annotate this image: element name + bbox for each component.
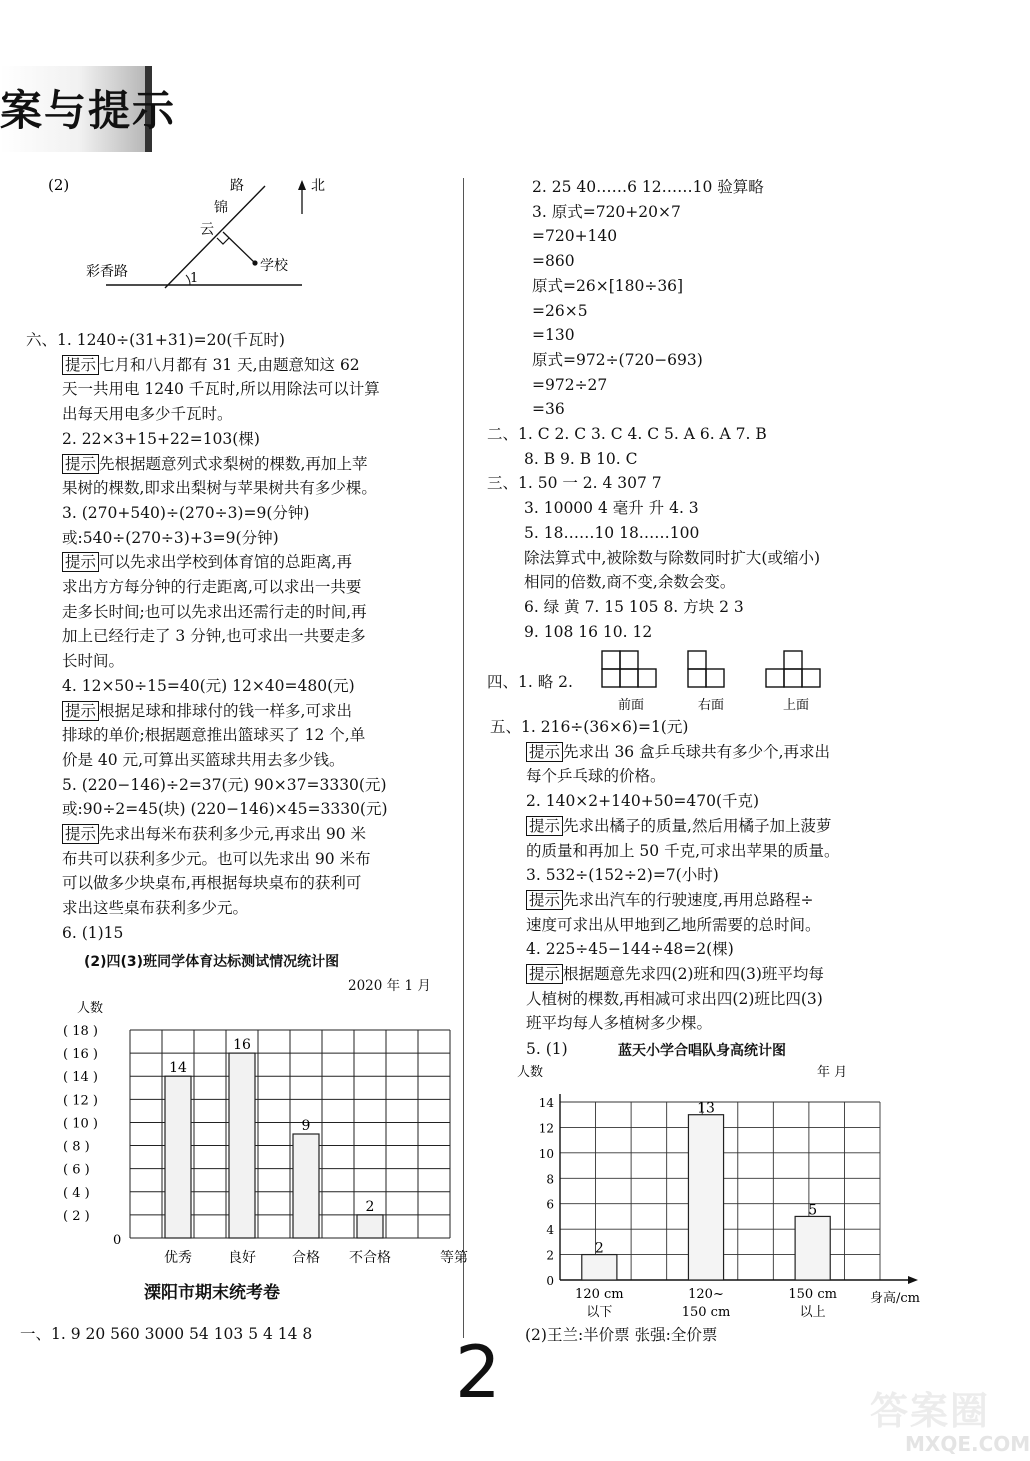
chart2-category-label: 150 cm [681, 1305, 731, 1320]
right2-line [490, 715, 910, 740]
right-line [512, 200, 912, 225]
left-line [26, 773, 456, 798]
left-line [26, 797, 456, 822]
right-view [688, 651, 724, 687]
left-line [26, 624, 456, 649]
map-diagram [40, 172, 340, 292]
line-text: 每个乒乓球的价格。 [526, 767, 666, 786]
left-line [26, 822, 456, 847]
right-line [487, 422, 912, 447]
road1-char-1: 路 [230, 178, 244, 194]
line-text: 加上已经行走了 3 分钟,也可求出一共要走多 [62, 627, 366, 646]
chart1-ytick: ( 18 ) [63, 1024, 98, 1039]
right2-line [490, 839, 910, 864]
hint-tag: 提示 [526, 816, 563, 836]
left-line [26, 328, 456, 353]
top-view [766, 651, 820, 687]
road2-label: 彩香路 [86, 264, 128, 280]
right-line [512, 496, 912, 521]
right-line [487, 471, 912, 496]
chart1-ytick: ( 14 ) [63, 1070, 98, 1086]
chart2-category-label: 150 cm [788, 1287, 837, 1302]
line-text: 长时间。 [62, 652, 125, 671]
line-text: 班平均每人多植树多少棵。 [526, 1014, 713, 1033]
right-line [512, 521, 912, 546]
line-text: 可以先求出学校到体育馆的总距离,再 [99, 553, 352, 572]
line-text: 速度可求出从甲地到乙地所需要的总时间。 [526, 915, 821, 934]
watermark-main: 答案圈 [870, 1389, 991, 1433]
chart2-ytick: 8 [546, 1172, 554, 1187]
hint-tag: 提示 [62, 355, 99, 375]
left-line [26, 649, 456, 674]
chart2-bar [688, 1115, 723, 1280]
chart1-category-label: 合格 [292, 1250, 320, 1266]
chart2-svg [505, 1058, 925, 1328]
right2-line [490, 740, 910, 765]
left-line [26, 871, 456, 896]
line-text: 人植树的棵数,再相减可求出四(2)班比四(3) [526, 989, 823, 1008]
hint-tag: 提示 [62, 454, 99, 474]
line-text: =972÷27 [532, 375, 608, 394]
chart1-ytick: ( 8 ) [63, 1139, 90, 1155]
chart2-xlabel: 身高/cm [870, 1291, 920, 1306]
chart1-bar [229, 1053, 255, 1238]
line-text: 出每天用电多少千瓦时。 [62, 405, 233, 424]
line-text: 3. 10000 4 毫升 升 4. 3 [524, 499, 699, 518]
left-line [26, 600, 456, 625]
right-column-text [487, 175, 912, 644]
view-label-top: 上面 [783, 698, 810, 713]
left-line [26, 501, 456, 526]
chart1-bar [165, 1076, 191, 1238]
line-text: 8. B 9. B 10. C [524, 449, 638, 468]
chart1-title: (2)四(3)班同学体育达标测试情况统计图 [84, 954, 340, 970]
line-text: 除法算式中,被除数与除数同时扩大(或缩小) [524, 548, 821, 567]
line-text: 排球的单价;根据题意推出篮球买了 12 个,单 [62, 726, 366, 745]
left-line [26, 896, 456, 921]
line-text: 布共可以获利多少元。也可以先求出 90 米布 [62, 849, 371, 868]
view-label-right: 右面 [698, 698, 725, 713]
hint-tag: 提示 [62, 824, 99, 844]
line-text: 可以做多少块桌布,再根据每块桌布的获利可 [62, 874, 362, 893]
left-line [26, 723, 456, 748]
views-figures [600, 645, 860, 720]
line-text: 先求出每米布获利多少元,再求出 90 米 [99, 825, 367, 844]
chart2-ytick: 14 [538, 1096, 554, 1110]
line-text: 的质量和再加上 50 千克,可求出苹果的质量。 [526, 841, 840, 860]
hint-tag: 提示 [62, 552, 99, 572]
right2-line [490, 789, 910, 814]
line-text: =36 [532, 400, 565, 419]
right-line [512, 397, 912, 422]
left-line [26, 847, 456, 872]
chart2-category-label: 120~ [688, 1287, 724, 1302]
line-text: 求出方方每分钟的行走距离,可以求出一共要 [62, 578, 362, 597]
line-text: 6. 绿 黄 7. 15 105 8. 方块 2 3 [524, 597, 744, 616]
views-lead: 四、1. 略 2. [487, 673, 573, 691]
line-text: 二、1. C 2. C 3. C 4. C 5. A 6. A 7. B [487, 425, 767, 444]
chart2-bar [795, 1216, 830, 1280]
line-text: 原式=972÷(720−693) [532, 350, 703, 369]
chart2-ytick: 6 [546, 1197, 554, 1212]
right-line [512, 595, 912, 620]
line-text: 根据足球和排球付的钱一样多,可求出 [99, 701, 352, 720]
chart1-category-label: 优秀 [164, 1250, 192, 1266]
line-text: 五、1. 216÷(36×6)=1(元) [490, 718, 689, 736]
left-line [26, 402, 456, 427]
chart2-date: 年 月 [817, 1065, 848, 1080]
line-text: 6. (1)15 [62, 923, 124, 942]
line-text: 先根据题意列式求梨树的棵数,再加上苹 [99, 454, 368, 473]
line-text: 天一共用电 1240 千瓦时,所以用除法可以计算 [62, 380, 380, 399]
right2-line [490, 962, 910, 987]
right2-line [490, 888, 910, 913]
chart1-ytick: ( 10 ) [63, 1116, 98, 1132]
right2-line [490, 814, 910, 839]
line-text: 走多长时间;也可以先求出还需行走的时间,再 [62, 602, 367, 621]
chart1-ylabel: 人数 [77, 1001, 104, 1016]
right-line [512, 447, 912, 472]
chart2-ytick: 4 [546, 1223, 554, 1238]
line-text: =720+140 [532, 227, 618, 246]
right-line [512, 175, 912, 200]
left-line [26, 921, 456, 946]
line-text: 2. 22×3+15+22=103(棵) [62, 429, 260, 448]
chart2-ytick: 2 [546, 1248, 554, 1263]
chart2-ytick: 10 [538, 1146, 554, 1161]
right2-line [490, 913, 910, 938]
chart2-bar [582, 1255, 617, 1280]
right-column-text-2 [490, 715, 910, 1036]
chart1-ytick: ( 2 ) [63, 1208, 90, 1224]
chart2-label: 5. (1) [526, 1040, 568, 1058]
chart2-value-label: 2 [594, 1240, 604, 1257]
line-text: 9. 108 16 10. 12 [524, 622, 653, 641]
right-line [512, 348, 912, 373]
line-text: 3. 原式=720+20×7 [532, 202, 681, 221]
chart1-zero: 0 [113, 1233, 122, 1248]
line-text: 价是 40 元,可算出买篮球共用去多少钱。 [62, 750, 345, 769]
hint-tag: 提示 [526, 964, 563, 984]
right-line [512, 570, 912, 595]
chart1-value-label: 16 [233, 1037, 251, 1054]
right-line [512, 249, 912, 274]
line-text: 2. 140×2+140+50=470(千克) [526, 792, 760, 811]
view-label-front: 前面 [618, 698, 645, 713]
front-view [602, 651, 656, 687]
line-text: 5. 18……10 18……100 [524, 523, 700, 542]
line-text: 求出这些桌布获利多少元。 [62, 899, 249, 918]
line-text: 先求出 36 盒乒乓球共有多少个,再求出 [563, 742, 831, 761]
chart1-value-label: 9 [301, 1118, 311, 1134]
line-text: 3. 532÷(152÷2)=7(小时) [526, 866, 719, 885]
chart2-x-arrow [908, 1276, 918, 1284]
chart1-bar [293, 1134, 319, 1238]
line-text: 六、1. 1240÷(31+31)=20(千瓦时) [26, 331, 285, 349]
line-text: 果树的棵数,即求出梨树与苹果树共有多少棵。 [62, 479, 377, 498]
right-bottom-answer: (2)王兰:半价票 张强:全价票 [525, 1326, 718, 1344]
chart2-category-label: 以下 [586, 1305, 613, 1320]
school-label: 学校 [260, 258, 288, 274]
chart1-category-label: 不合格 [349, 1250, 391, 1266]
chart1-date: 2020 年 1 月 [348, 978, 431, 994]
line-text: =860 [532, 252, 575, 271]
chart1-bar [357, 1215, 383, 1238]
right-line [512, 323, 912, 348]
chart2-value-label: 5 [808, 1202, 818, 1219]
right-line [512, 299, 912, 324]
hint-tag: 提示 [62, 701, 99, 721]
line-text: =26×5 [532, 301, 588, 320]
chart2-title: 蓝天小学合唱队身高统计图 [618, 1043, 786, 1059]
chart1-svg [55, 990, 468, 1275]
left-line [26, 575, 456, 600]
line-text: 5. (220−146)÷2=37(元) 90×37=3330(元) [62, 775, 387, 794]
left-line [26, 526, 456, 551]
left-line [26, 476, 456, 501]
chart1-extra-label: 等第 [440, 1250, 468, 1266]
line-text: 3. (270+540)÷(270÷3)=9(分钟) [62, 503, 310, 522]
chart2-ytick: 12 [538, 1121, 554, 1136]
left-line [26, 452, 456, 477]
chart1-category-label: 良好 [228, 1250, 256, 1266]
hint-tag: 提示 [526, 742, 563, 762]
watermark-sub: MXQE.COM [905, 1432, 1030, 1456]
line-text: 或:90÷2=45(块) (220−146)×45=3330(元) [62, 800, 388, 819]
right2-line [490, 1011, 910, 1036]
chart2-ytick: 0 [546, 1274, 554, 1288]
right-line [512, 224, 912, 249]
line-text: 4. 225÷45−144÷48=2(棵) [526, 940, 734, 959]
right-line [512, 620, 912, 645]
line-text: 先求出橘子的质量,然后用橘子加上菠萝 [563, 816, 832, 835]
line-text: 三、1. 50 一 2. 4 307 7 [487, 474, 662, 493]
page-number: 2 [455, 1330, 501, 1414]
map-label: (2) [48, 176, 70, 194]
road1-char-2: 锦 [214, 200, 228, 216]
chart1-ytick: ( 6 ) [63, 1162, 90, 1178]
left-line [26, 748, 456, 773]
right-line [512, 274, 912, 299]
left-line [26, 550, 456, 575]
left-line [26, 674, 456, 699]
right-line [512, 546, 912, 571]
chart2-ylabel: 人数 [517, 1065, 544, 1080]
right2-line [490, 987, 910, 1012]
chart1-ytick: ( 4 ) [63, 1185, 90, 1201]
hint-tag: 提示 [526, 890, 563, 910]
right-line [512, 373, 912, 398]
line-text: 相同的倍数,商不变,余数会变。 [524, 573, 736, 592]
left-line [26, 427, 456, 452]
chart1-value-label: 2 [365, 1198, 375, 1215]
right2-line [490, 863, 910, 888]
chart2-category-label: 120 cm [575, 1287, 624, 1302]
left-bottom-answers: 一、1. 9 20 560 3000 54 103 5 4 14 8 [20, 1325, 313, 1343]
column-divider [463, 178, 464, 1338]
line-text: 七月和八月都有 31 天,由题意知这 62 [99, 355, 360, 374]
right2-line [490, 764, 910, 789]
north-label: 北 [311, 178, 325, 194]
page-header-title: 案与提示 [0, 86, 177, 135]
line-text: 根据题意先求四(2)班和四(3)班平均每 [563, 965, 824, 984]
angle-label: 1 [190, 271, 199, 286]
line-text: =130 [532, 326, 575, 345]
chart2-value-label: 13 [697, 1100, 715, 1117]
line-text: 2. 25 40……6 12……10 验算略 [532, 178, 764, 196]
line-text: 原式=26×[180÷36] [532, 276, 684, 295]
left-column-text [26, 328, 456, 946]
chart1-ytick: ( 12 ) [63, 1093, 98, 1109]
right2-line [490, 937, 910, 962]
chart1-ytick: ( 16 ) [63, 1047, 98, 1063]
exam-title: 溧阳市期末统考卷 [144, 1283, 280, 1303]
left-line [26, 353, 456, 378]
chart1-value-label: 14 [169, 1060, 187, 1077]
left-line [26, 699, 456, 724]
left-line [26, 377, 456, 402]
line-text: 4. 12×50÷15=40(元) 12×40=480(元) [62, 676, 355, 695]
line-text: 或:540÷(270÷3)+3=9(分钟) [62, 528, 279, 547]
road1-char-3: 云 [200, 222, 214, 238]
line-text: 先求出汽车的行驶速度,再用总路程÷ [563, 890, 814, 909]
chart2-category-label: 以上 [799, 1305, 826, 1320]
